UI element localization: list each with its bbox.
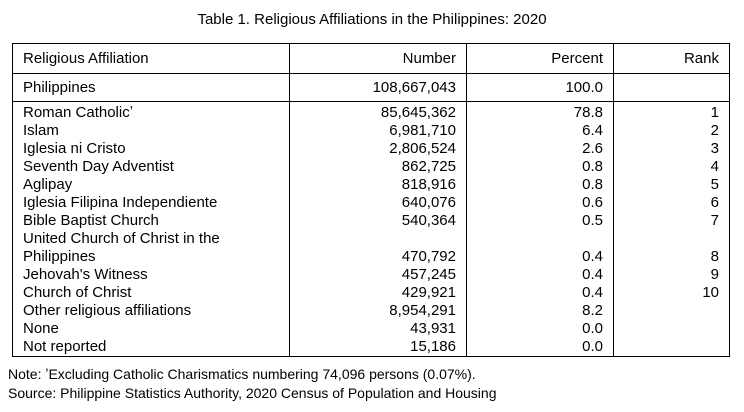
row-rank [614, 320, 730, 338]
row-name: Iglesia ni Cristo [13, 140, 290, 158]
table-row [13, 122, 730, 140]
row-rank: 8 [614, 230, 730, 266]
table-row [13, 284, 730, 302]
row-percent: 8.2 [467, 302, 614, 320]
table-row [13, 212, 730, 230]
row-percent: 0.4 [467, 284, 614, 302]
row-rank: 4 [614, 158, 730, 176]
row-name: Bible Baptist Church [13, 212, 290, 230]
row-name: Seventh Day Adventist [13, 158, 290, 176]
total-percent: 100.0 [467, 74, 614, 102]
row-number: 470,792 [290, 230, 467, 266]
row-name-text: United Church of Christ in the Philippines [23, 230, 220, 265]
header-affiliation: Religious Affiliation [13, 44, 290, 74]
table-row [13, 104, 730, 122]
row-name [13, 230, 290, 266]
religious-affiliations-table [12, 43, 730, 357]
table-note: Note: ʼExcluding Catholic Charismatics numbering 74,096 persons (0.07%). [8, 366, 476, 382]
row-percent: 2.6 [467, 140, 614, 158]
row-name: Church of Christ [13, 284, 290, 302]
header-number: Number [290, 44, 467, 74]
row-number: 540,364 [290, 212, 467, 230]
row-name: Other religious affiliations [13, 302, 290, 320]
row-rank: 7 [614, 212, 730, 230]
row-percent: 0.4 [467, 230, 614, 266]
row-rank: 3 [614, 140, 730, 158]
row-rank: 1 [614, 104, 730, 122]
header-row [13, 44, 730, 74]
row-rank: 5 [614, 176, 730, 194]
row-number: 43,931 [290, 320, 467, 338]
table-row [13, 320, 730, 338]
row-percent: 0.4 [467, 266, 614, 284]
row-number: 85,645,362 [290, 104, 467, 122]
table-row [13, 338, 730, 357]
table-row [13, 230, 730, 266]
table-row [13, 140, 730, 158]
table-title: Table 1. Religious Affiliations in the Philippines: 2020 [197, 11, 547, 28]
row-percent: 78.8 [467, 104, 614, 122]
row-name: Roman Catholicʼ [13, 104, 290, 122]
row-number: 429,921 [290, 284, 467, 302]
header-rank: Rank [614, 44, 730, 74]
row-percent: 0.5 [467, 212, 614, 230]
row-percent: 0.8 [467, 158, 614, 176]
header-percent: Percent [467, 44, 614, 74]
total-rank [614, 74, 730, 102]
table-row [13, 266, 730, 284]
table-source: Source: Philippine Statistics Authority, 2020 Census of Population and Housing [8, 385, 497, 401]
row-rank: 6 [614, 194, 730, 212]
table-row [13, 176, 730, 194]
row-number: 640,076 [290, 194, 467, 212]
table-row [13, 302, 730, 320]
row-rank [614, 338, 730, 357]
total-name: Philippines [13, 74, 290, 102]
table-row [13, 194, 730, 212]
row-number: 15,186 [290, 338, 467, 357]
row-percent: 6.4 [467, 122, 614, 140]
row-number: 6,981,710 [290, 122, 467, 140]
total-row [13, 74, 730, 102]
row-percent: 0.0 [467, 320, 614, 338]
row-number: 2,806,524 [290, 140, 467, 158]
row-rank: 9 [614, 266, 730, 284]
row-number: 457,245 [290, 266, 467, 284]
row-name: Not reported [13, 338, 290, 357]
row-name: Islam [13, 122, 290, 140]
row-percent: 0.8 [467, 176, 614, 194]
row-rank: 10 [614, 284, 730, 302]
row-number: 8,954,291 [290, 302, 467, 320]
row-percent: 0.6 [467, 194, 614, 212]
row-number: 862,725 [290, 158, 467, 176]
row-name: Iglesia Filipina Independiente [13, 194, 290, 212]
row-rank [614, 302, 730, 320]
row-name: None [13, 320, 290, 338]
table-row [13, 158, 730, 176]
row-number: 818,916 [290, 176, 467, 194]
row-percent: 0.0 [467, 338, 614, 357]
row-rank: 2 [614, 122, 730, 140]
row-name: Aglipay [13, 176, 290, 194]
row-name: Jehovah's Witness [13, 266, 290, 284]
total-number: 108,667,043 [290, 74, 467, 102]
